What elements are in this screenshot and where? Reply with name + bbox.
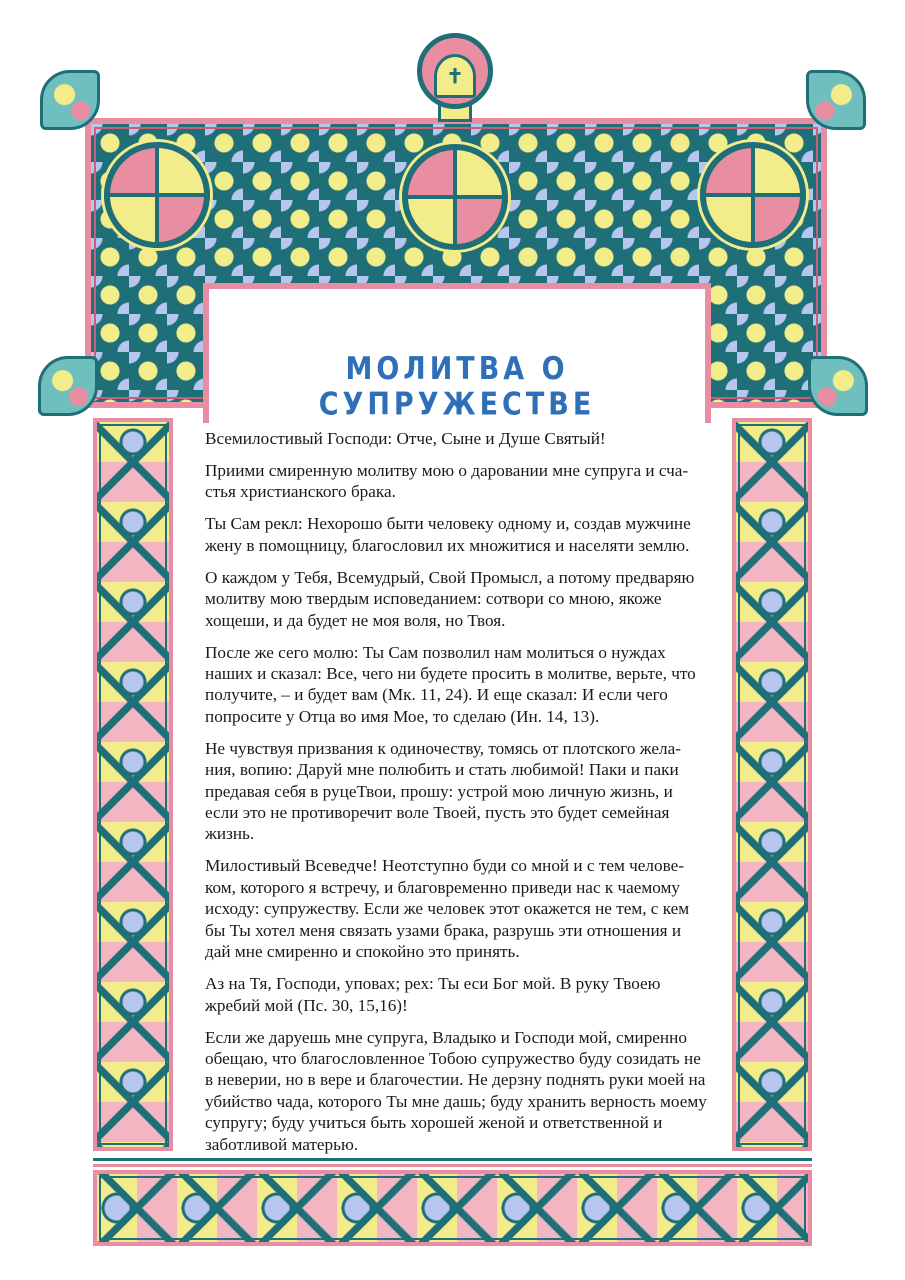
- top-left-flourish-icon: [40, 70, 100, 130]
- page-title: МОЛИТВА О СУПРУЖЕСТВЕ: [318, 351, 596, 423]
- top-right-flourish-icon: [806, 70, 866, 130]
- bottom-ornamental-band: [93, 1170, 812, 1246]
- paragraph: Если же даруешь мне супруга, Владыко и Господи мой, смиренно обещаю, что благословленное Тобою супружество буду созидать не в неверии, но в вере и благочестии. Не дерзну поднять руки моей на убийство чада, которого Ты мне дашь; буду хранить верность моему супругу; буду учиться быть хорошей женой и ответственной и заботливой матерью.: [205, 1027, 707, 1154]
- paragraph: О каждом у Тебя, Всемудрый, Свой Промысл, а потому предваряю молитву мою твердым исповеданием: сотвори со мною, якоже хощеши, и да будет не моя воля, но Твоя.: [205, 567, 695, 630]
- paragraph: Приими смиренную молитву мою о даровании мне супруга и сча-стья христианского брака.: [205, 461, 689, 502]
- prayer-text: [205, 428, 709, 1166]
- paragraph: Ты Сам рекл: Нехорошо быти человеку одному и, создав мужчине жену в помощницу, благословил их множитися и населяти землю.: [205, 514, 691, 555]
- left-ornamental-column: [93, 418, 173, 1151]
- center-medallion-ornament: [402, 144, 508, 250]
- right-medallion-ornament: [700, 142, 806, 248]
- left-flourish-icon: [38, 356, 98, 416]
- left-medallion-ornament: [104, 142, 210, 248]
- paragraph: Не чувствуя призвания к одиночеству, томясь от плотского жела-ния, вопию: Даруй мне полюбить и стать любимой! Паки и паки предавая себя в руцеТвои, прошу: устрой мою личную жизнь, и если это не противоречит воле Твоей, пусть это будет семейная жизнь.: [205, 738, 681, 844]
- paragraph: Милостивый Всеведче! Неотступно буди со мной и с тем челове-ком, которого я встречу, и благовременно приведи нас к чаемому исходу: супружеству. Если же человек этот окажется не тем, с кем бы Ты хотел меня связать узами брака, разрушь эти отношения и дай мне смиренно и спокойно это принять.: [205, 856, 690, 962]
- paragraph: Всемилостивый Господи: Отче, Сыне и Душе Святый!: [205, 429, 606, 448]
- paragraph: Аз на Тя, Господи, уповах; рех: Ты еси Бог мой. В руку Твоею жребий мой (Пс. 30, 15,16)!: [205, 974, 661, 1015]
- right-flourish-icon: [808, 356, 868, 416]
- right-ornamental-column: [732, 418, 812, 1151]
- paragraph: После же сего молю: Ты Сам позволил нам молиться о нуждах наших и сказал: Все, чего ни будете просить в молитве, верьте, что получите, – и будет вам (Мк. 11, 24). И еще сказал: И если чего попросите у Отца во имя Мое, то сделаю (Ин. 14, 13).: [205, 642, 696, 726]
- cross-icon: ✝: [434, 54, 476, 98]
